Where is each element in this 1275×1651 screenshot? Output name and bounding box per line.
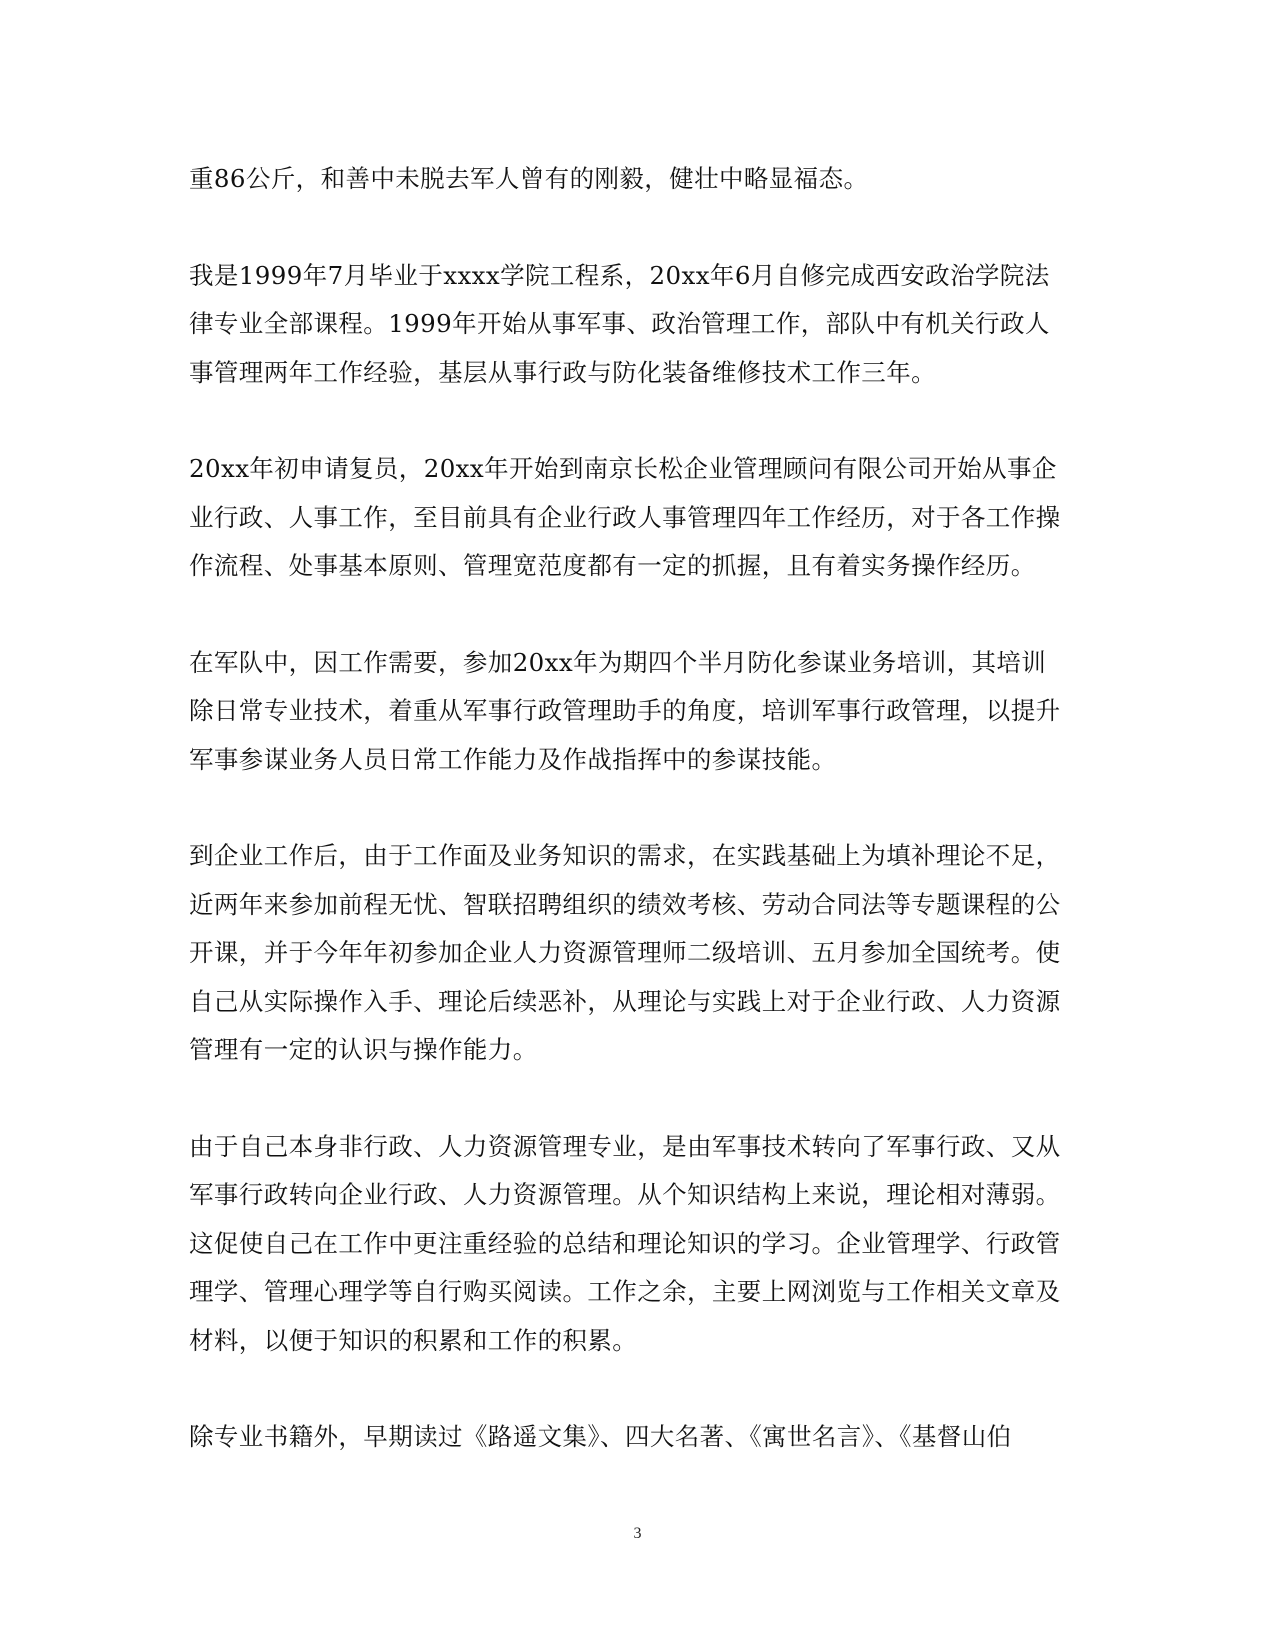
paragraph-1: 重86公斤，和善中未脱去军人曾有的刚毅，健壮中略显福态。 [189,164,869,193]
paragraph-7: 除专业书籍外，早期读过《路遥文集》、四大名著、《寓世名言》、《基督山伯 [189,1422,1012,1451]
paragraph-5: 到企业工作后，由于工作面及业务知识的需求，在实践基础上为填补理论不足，近两年来参加前程无忧、智联招聘组织的绩效考核、劳动合同法等专题课程的公开课，并于今年年初参加企业人力资源管理师二级培训、五月参加全国统考。使自己从实际操作入手、理论后续恶补，从理论与实践上对于企业行政、人力资源管理有一定的认识与操作能力。 [189,841,1061,1064]
document-body [189,155,1069,1510]
page-number: 3 [633,1525,642,1542]
paragraph-6: 由于自己本身非行政、人力资源管理专业，是由军事技术转向了军事行政、又从军事行政转向企业行政、人力资源管理。从个知识结构上来说，理论相对薄弱。这促使自己在工作中更注重经验的总结和理论知识的学习。企业管理学、行政管理学、管理心理学等自行购买阅读。工作之余，主要上网浏览与工作相关文章及材料，以便于知识的积累和工作的积累。 [189,1131,1061,1355]
paragraph-3: 20xx年初申请复员，20xx年开始到南京长松企业管理顾问有限公司开始从事企业行政、人事工作，至目前具有企业行政人事管理四年工作经历，对于各工作操作流程、处事基本原则、管理宽范度都有一定的抓握，且有着实务操作经历。 [189,454,1061,580]
paragraph-2: 我是1999年7月毕业于xxxx学院工程系，20xx年6月自修完成西安政治学院法律专业全部课程。1999年开始从事军事、政治管理工作，部队中有机关行政人事管理两年工作经验，基层从事行政与防化装备维修技术工作三年。 [189,260,1050,387]
paragraph-4: 在军队中，因工作需要，参加20xx年为期四个半月防化参谋业务培训，其培训除日常专业技术，着重从军事行政管理助手的角度，培训军事行政管理，以提升军事参谋业务人员日常工作能力及作战指挥中的参谋技能。 [189,647,1061,774]
